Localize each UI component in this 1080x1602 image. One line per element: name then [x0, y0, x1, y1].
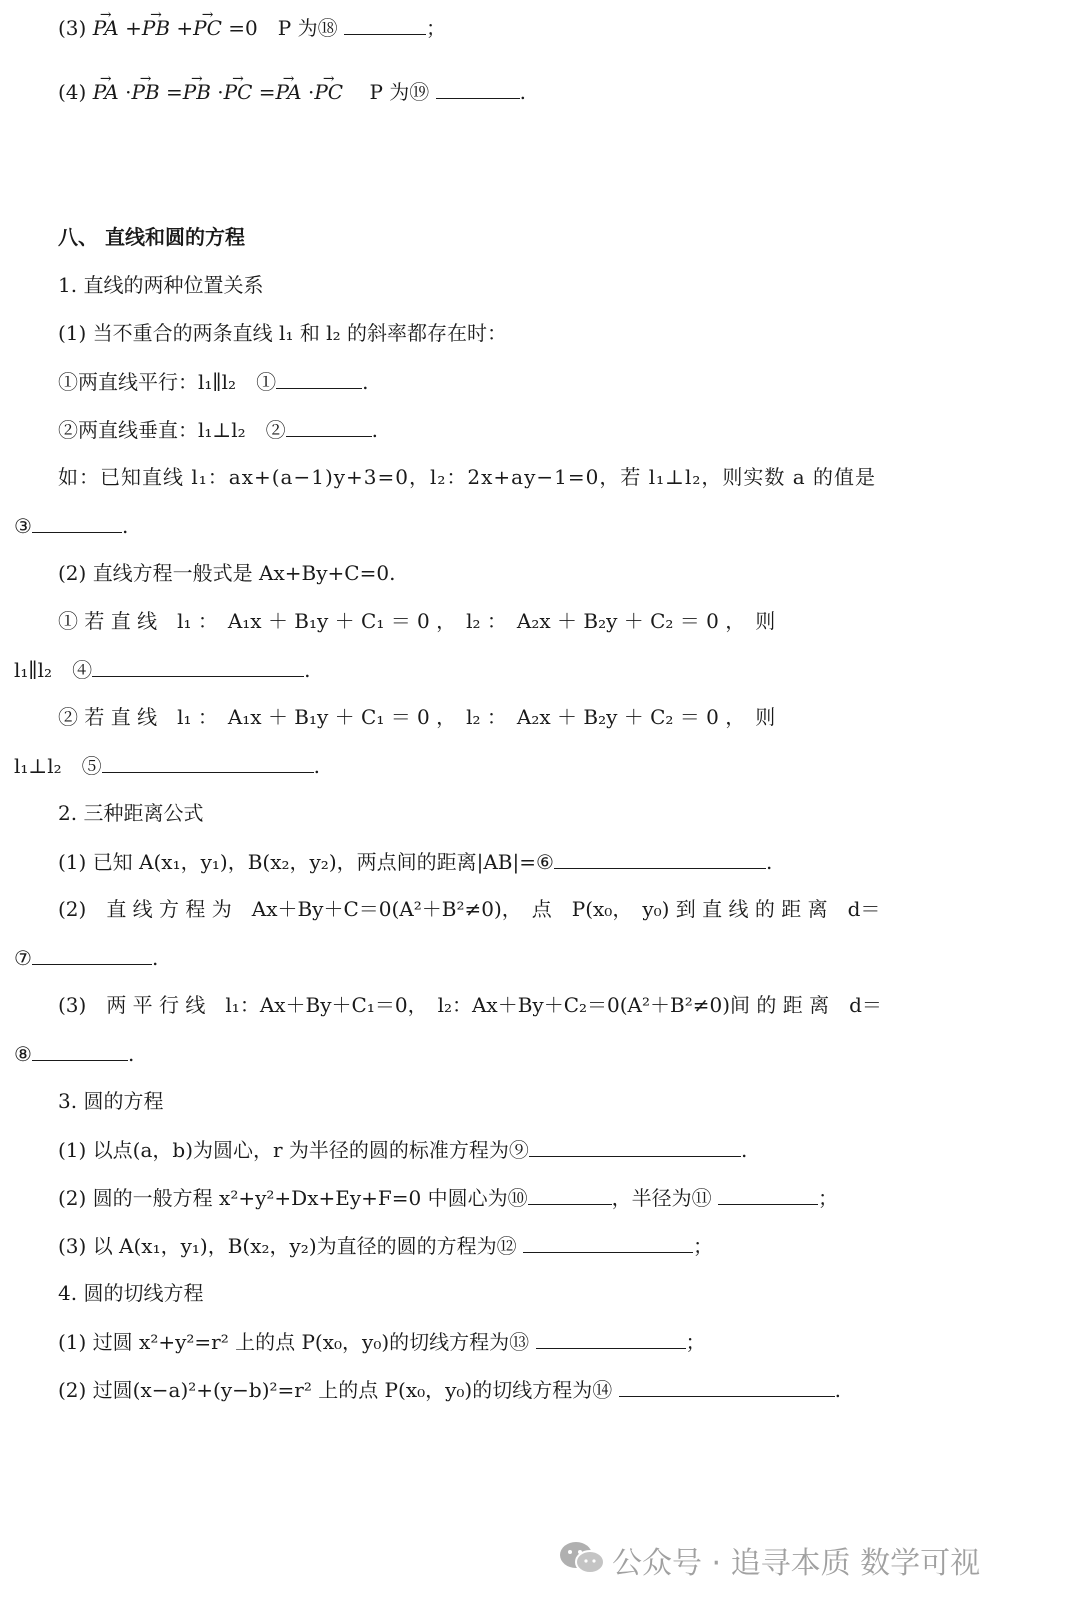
watermark-text: 公众号 · 追寻本质 数学可视 — [612, 1546, 981, 1581]
answer-number: ⑲ — [409, 80, 430, 104]
circle-diameter: (3) 以 A(x₁，y₁)，B(x₂，y₂)为直径的圆的方程为⑫ ； — [58, 1230, 713, 1261]
answer-blank[interactable] — [32, 942, 152, 965]
circle-general: (2) 圆的一般方程 x²+y²+Dx+Ey+F=0 中圆心为⑩ ，半径为⑪ ； — [58, 1182, 838, 1213]
answer-blank[interactable] — [718, 1182, 818, 1205]
answer-blank[interactable] — [528, 1182, 612, 1205]
condition-2: ② 若 直 线 l₁ ： A₁x ＋ B₁y ＋ C₁ ＝ 0 ， l₂ ： A₂x ＋ B₂y ＋ C₂ ＝ 0 ， 则 — [58, 705, 776, 729]
distance-points: (1) 已知 A(x₁，y₁)，B(x₂，y₂)，两点间的距离|AB|=⑥ . — [58, 846, 772, 877]
item-3: (3) → PA +→ PB +→ PC =0 P 为⑱ ； — [58, 12, 446, 43]
subsection-title: 1. 直线的两种位置关系 — [58, 273, 264, 297]
distance-parallel-lines-answer: ⑧ . — [14, 1038, 134, 1069]
condition-2-answer: l₁⊥l₂ ⑤ . — [14, 750, 320, 781]
distance-parallel-lines: (3) 两 平 行 线 l₁：Ax＋By＋C₁＝0， l₂：Ax＋By＋C₂＝0(A²＋B²≠0)间 的 距 离 d＝ — [58, 993, 882, 1017]
answer-blank[interactable] — [102, 750, 314, 773]
answer-blank[interactable] — [536, 1326, 686, 1349]
tangent-2: (2) 过圆(x−a)²+(y−b)²=r² 上的点 P(x₀，y₀)的切线方程为⑭ . — [58, 1374, 841, 1405]
tangent-1: (1) 过圆 x²+y²=r² 上的点 P(x₀，y₀)的切线方程为⑬ ； — [58, 1326, 706, 1357]
circle-standard: (1) 以点(a，b)为圆心，r 为半径的圆的标准方程为⑨ . — [58, 1134, 747, 1165]
perp-line: ②两直线垂直：l₁⊥l₂ ② . — [58, 414, 378, 445]
subsection-title: 3. 圆的方程 — [58, 1089, 164, 1113]
answer-blank[interactable] — [436, 76, 520, 99]
answer-number: ⑱ — [317, 16, 338, 40]
answer-blank[interactable] — [619, 1374, 835, 1397]
answer-blank[interactable] — [286, 414, 372, 437]
parallel-line: ①两直线平行：l₁∥l₂ ① . — [58, 366, 368, 397]
condition-1-answer: l₁∥l₂ ④ . — [14, 654, 310, 685]
answer-blank[interactable] — [92, 654, 304, 677]
answer-blank[interactable] — [529, 1134, 741, 1157]
example-answer: ③ . — [14, 510, 128, 541]
section-title: 八、 直线和圆的方程 — [58, 225, 245, 249]
answer-blank[interactable] — [344, 12, 426, 35]
item-4: (4) → PA ·→ PB =→ PB ·→ PC =→ PA ·→ PC P 为⑲ . — [58, 76, 526, 107]
condition-1: ① 若 直 线 l₁ ： A₁x ＋ B₁y ＋ C₁ ＝ 0 ， l₂ ： A₂x ＋ B₂y ＋ C₂ ＝ 0 ， 则 — [58, 609, 776, 633]
paragraph: (2) 直线方程一般式是 Ax+By+C=0. — [58, 561, 396, 585]
answer-blank[interactable] — [276, 366, 362, 389]
answer-blank[interactable] — [554, 846, 766, 869]
wechat-icon — [558, 1540, 608, 1576]
paragraph: (1) 当不重合的两条直线 l₁ 和 l₂ 的斜率都存在时： — [58, 321, 507, 345]
example-text: 如：已知直线 l₁：ax+(a−1)y+3=0，l₂：2x+ay−1=0，若 l₁⊥l₂，则实数 a 的值是 — [58, 465, 877, 489]
distance-point-line-answer: ⑦ . — [14, 942, 158, 973]
answer-blank[interactable] — [32, 510, 122, 533]
answer-blank[interactable] — [523, 1230, 693, 1253]
subsection-title: 2. 三种距离公式 — [58, 801, 204, 825]
distance-point-line: (2) 直 线 方 程 为 Ax＋By＋C＝0(A²＋B²≠0)， 点 P(x₀， y₀) 到 直 线 的 距 离 d＝ — [58, 897, 881, 921]
subsection-title: 4. 圆的切线方程 — [58, 1281, 204, 1305]
answer-blank[interactable] — [32, 1038, 128, 1061]
